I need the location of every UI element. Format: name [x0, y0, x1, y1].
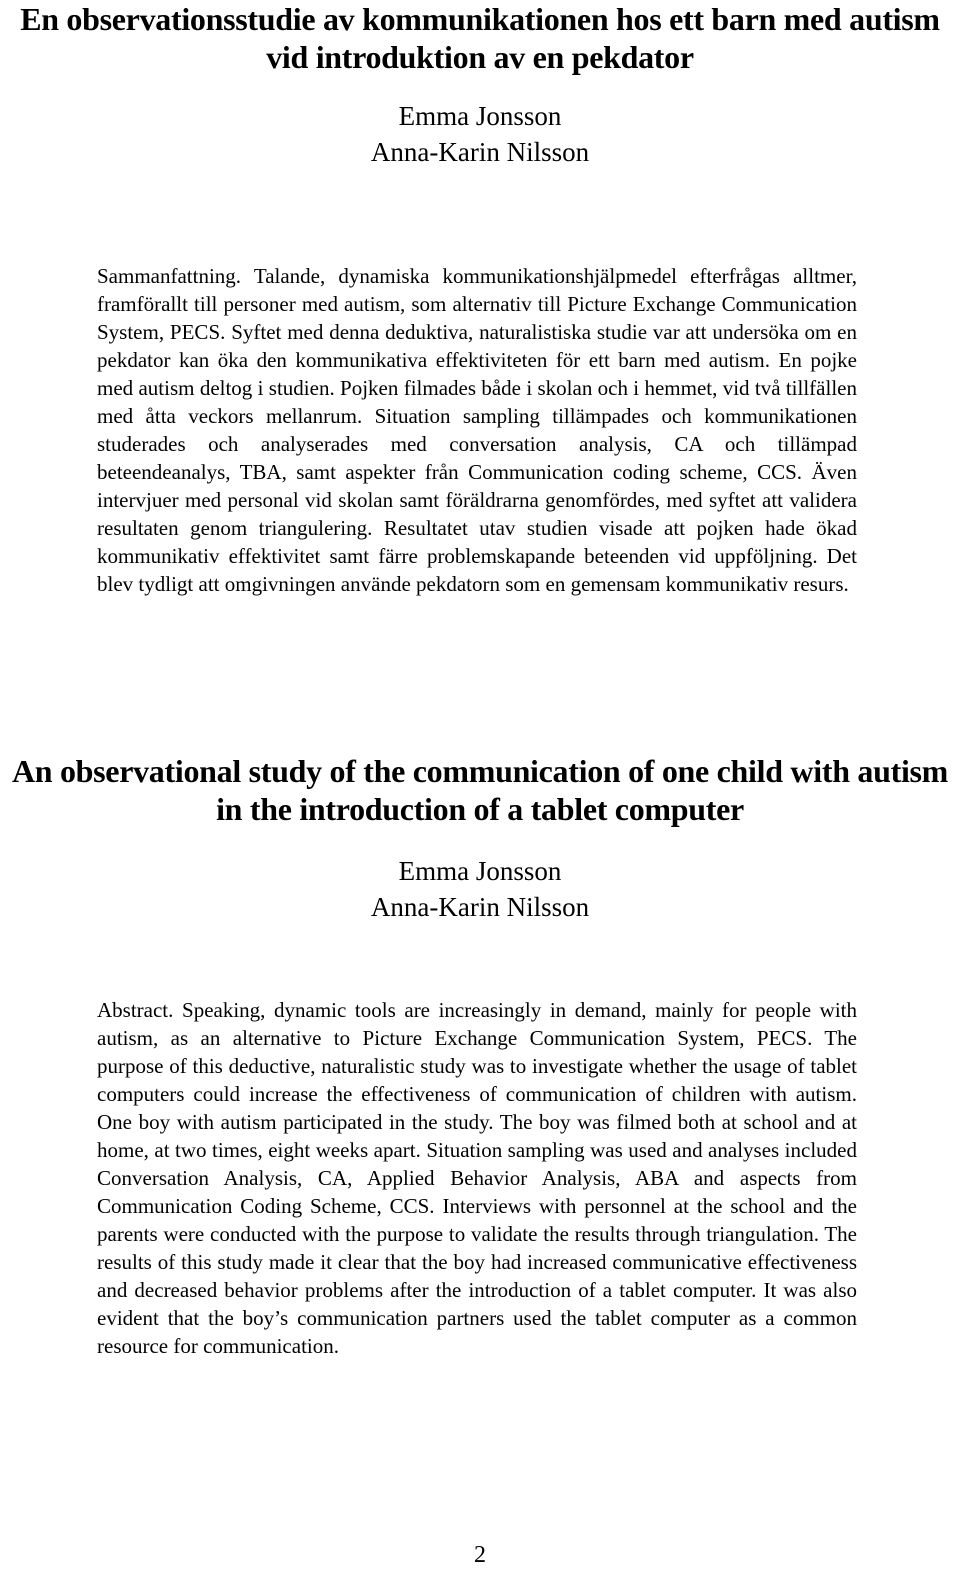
english-abstract-label: Abstract.: [97, 998, 174, 1022]
swedish-abstract-label: Sammanfattning.: [97, 264, 242, 288]
author-name: Anna-Karin Nilsson: [370, 137, 590, 167]
page-number: 2: [474, 1542, 486, 1568]
english-title: An observational study of the communication of one child with autism in the introduction of a tablet computer: [11, 753, 949, 827]
english-abstract-text: Speaking, dynamic tools are increasingly in demand, mainly for people with autism, as an alternative to Picture Exchange Communication System, PECS. The purpose of this deductive, naturalistic study was to investigate whether the usage of tablet computers could increase the effectiveness of communication of children with autism. One boy with autism participated in the study. The boy was filmed both at school and at home, at two times, eight weeks apart. Situation sampling was used and analyses included Conversation Analysis, CA, Applied Behavior Analysis, ABA and aspects from Communication Coding Scheme, CCS. Interviews with personnel at the school and the parents were conducted with the purpose to validate the results through triangulation. The results of this study made it clear that the boy had increased communicative effectiveness and decreased behavior problems after the introduction of a tablet computer. It was also evident that the boy’s communication partners used the tablet computer as a common resource for communication.: [97, 998, 858, 1358]
swedish-authors: [0, 98, 960, 170]
english-abstract: [97, 996, 857, 1360]
author-name: Emma Jonsson: [398, 101, 562, 131]
swedish-abstract: [97, 262, 857, 598]
swedish-abstract-text: Talande, dynamiska kommunikationshjälpmedel efterfrågas alltmer, framförallt till personer med autism, som alternativ till Picture Exchange Communication System, PECS. Syftet med denna deduktiva, naturalistiska studie var att undersöka om en pekdator kan öka den kommunikativa effektiviteten för ett barn med autism. En pojke med autism deltog i studien. Pojken filmades både i skolan och i hemmet, vid två tillfällen med åtta veckors mellanrum. Situation sampling tillämpades och kommunikationen studerades och analyserades med conversation analysis, CA och tillämpad beteendeanalys, TBA, samt aspekter från Communication coding scheme, CCS. Även intervjuer med personal vid skolan samt föräldrarna genomfördes, med syftet att validera resultaten genom triangulering. Resultatet utav studien visade att pojken hade ökad kommunikativ effektivitet samt färre problemskapande beteenden vid uppföljning. Det blev tydligt att omgivningen använde pekdatorn som en gemensam kommunikativ resurs.: [97, 264, 857, 596]
swedish-title: En observationsstudie av kommunikationen hos ett barn med autism vid introduktion av en pekdator: [20, 1, 940, 75]
author-name: Anna-Karin Nilsson: [370, 892, 590, 922]
author-name: Emma Jonsson: [398, 856, 562, 886]
english-authors: [0, 853, 960, 925]
